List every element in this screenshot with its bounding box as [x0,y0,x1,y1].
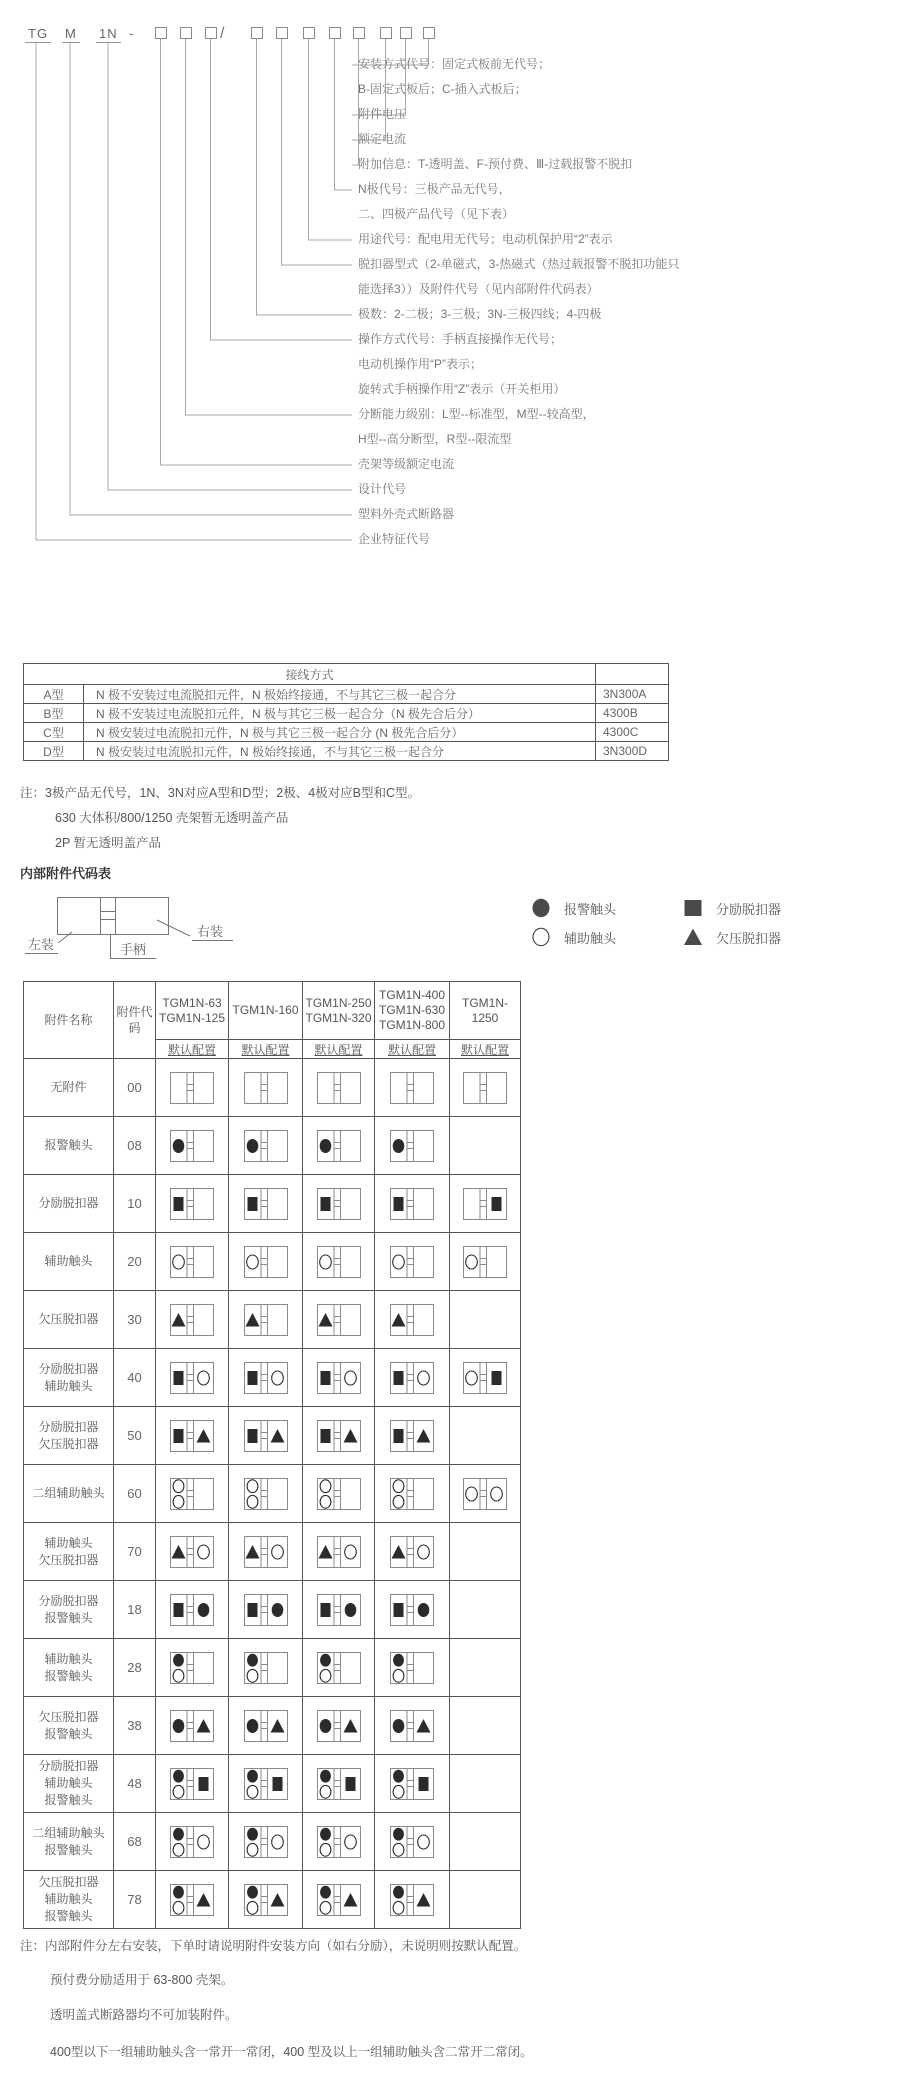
config-cell [229,1407,303,1465]
config-diagram [244,1768,288,1800]
model-code-diagram [0,0,900,660]
config-cell [375,1233,450,1291]
accessory-name: 分励脱扣器 报警触头 [24,1581,114,1639]
code-header: 附件代码 [114,982,156,1059]
accessory-name: 分励脱扣器 欠压脱扣器 [24,1407,114,1465]
slash-separator: / [220,25,225,42]
accessory-code: 30 [114,1291,156,1349]
config-cell [450,1755,521,1813]
config-cell [375,1117,450,1175]
config-diagram [170,1826,214,1858]
code-digit-box [180,27,192,39]
filled-circle-icon [531,898,551,918]
accessory-name: 辅助触头 欠压脱扣器 [24,1523,114,1581]
code-label: 分断能力级别：L型--标准型，M型--较高型， [358,407,595,421]
config-diagram [317,1188,361,1220]
code-label: 附加信息：T-透明盖、F-预付费、Ⅲ-过载报警不脱扣 [358,157,633,171]
config-cell [303,1175,375,1233]
code-digit-box [155,27,167,39]
accessory-name: 二组辅助触头 [24,1465,114,1523]
frame-model: TGM1N-160 [232,1003,299,1017]
dash-separator: - [129,25,134,41]
accessory-code: 78 [114,1871,156,1929]
accessory-code: 38 [114,1697,156,1755]
config-cell [303,1871,375,1929]
config-cell [375,1291,450,1349]
config-cell [156,1871,229,1929]
filled-triangle-icon [683,927,703,947]
config-diagram [170,1478,214,1510]
config-cell [375,1465,450,1523]
right-mount-label: 右装 [197,924,224,939]
config-diagram [244,1536,288,1568]
config-cell [156,1233,229,1291]
model-prefix-TG: TG [25,26,51,43]
code-digit-box [205,27,217,39]
code-label: N极代号：三极产品无代号， [358,182,511,196]
wiring-code: 3N300D [596,742,669,761]
legend-shunt-release [683,898,781,918]
wiring-table [23,663,669,761]
config-diagram [463,1362,507,1394]
config-diagram [390,1768,434,1800]
code-label: 操作方式代号：手柄直接操作无代号； [358,332,563,346]
config-diagram [463,1246,507,1278]
config-cell [303,1407,375,1465]
frame-model: TGM1N-400 [378,988,446,1002]
code-label: 企业特征代号 [358,532,431,546]
config-cell [303,1639,375,1697]
accessory-name: 报警触头 [24,1117,114,1175]
acc-row-78 [24,1871,521,1929]
frame-header-3 [375,982,450,1040]
config-diagram [317,1594,361,1626]
legend-label: 分励脱扣器 [716,901,782,917]
code-label: H型--高分断型，R型--限流型 [358,432,512,446]
code-digit-box [251,27,263,39]
wiring-row-1 [24,704,669,723]
config-cell [375,1175,450,1233]
config-diagram [390,1304,434,1336]
config-cell [229,1755,303,1813]
config-cell [229,1871,303,1929]
config-diagram [317,1130,361,1162]
wiring-row-3 [24,742,669,761]
wiring-desc: N 极安装过电流脱扣元件，N 极与其它三极一起合分 (N 极先合后分） [84,723,596,742]
accessory-name: 欠压脱扣器 [24,1291,114,1349]
model-prefix-1N: 1N [96,26,121,43]
config-cell [229,1349,303,1407]
config-cell [156,1465,229,1523]
config-diagram [390,1710,434,1742]
config-cell [229,1581,303,1639]
config-diagram [390,1536,434,1568]
config-cell [156,1813,229,1871]
code-label: 旋转式手柄操作用“Z”表示（开关柜用） [358,382,566,396]
code-digit-box [423,27,435,39]
config-cell [450,1407,521,1465]
accessory-name: 辅助触头 报警触头 [24,1639,114,1697]
frame-header-2 [303,982,375,1040]
breaker-body [58,898,169,935]
accessory-name: 欠压脱扣器 辅助触头 报警触头 [24,1871,114,1929]
wiring-note: 2P 暂无透明盖产品 [55,836,162,850]
code-label: 额定电流 [358,132,407,146]
config-diagram [317,1826,361,1858]
acc-row-08 [24,1117,521,1175]
code-label: 电动机操作用“P”表示； [358,357,482,371]
acc-row-18 [24,1581,521,1639]
wiring-header-row [24,664,669,685]
config-cell [229,1697,303,1755]
config-cell [156,1349,229,1407]
config-cell [229,1465,303,1523]
config-cell [156,1407,229,1465]
accessory-note: 注：内部附件分左右安装，下单时请说明附件安装方向（如右分励），未说明则按默认配置。 [20,1939,527,1953]
config-diagram [244,1304,288,1336]
legend-label: 报警触头 [564,901,617,917]
config-cell [375,1523,450,1581]
config-cell [303,1233,375,1291]
accessory-name: 分励脱扣器 辅助触头 报警触头 [24,1755,114,1813]
accessory-code: 08 [114,1117,156,1175]
config-cell [450,1697,521,1755]
acc-row-28 [24,1639,521,1697]
acc-row-68 [24,1813,521,1871]
acc-row-38 [24,1697,521,1755]
config-cell [450,1117,521,1175]
wiring-type: A型 [24,685,84,704]
config-cell [229,1291,303,1349]
config-cell [450,1639,521,1697]
config-cell [375,1813,450,1871]
config-diagram [170,1594,214,1626]
config-cell [450,1059,521,1117]
config-cell [375,1581,450,1639]
frame-model: TGM1N-250 [305,995,372,1010]
config-diagram [170,1246,214,1278]
hollow-circle-icon [531,927,551,947]
config-cell [156,1175,229,1233]
accessory-section-title: 内部附件代码表 [20,866,112,881]
default-config-header: 默认配置 [156,1040,229,1059]
config-diagram [390,1188,434,1220]
config-diagram [317,1652,361,1684]
config-diagram [170,1536,214,1568]
config-cell [450,1581,521,1639]
accessory-name: 分励脱扣器 [24,1175,114,1233]
accessory-name: 无附件 [24,1059,114,1117]
config-diagram [170,1072,214,1104]
accessory-code: 20 [114,1233,156,1291]
config-cell [156,1581,229,1639]
config-diagram [463,1072,507,1104]
breaker-mount-diagram [20,890,250,975]
frame-model: TGM1N-800 [378,1018,446,1032]
config-cell [156,1697,229,1755]
config-cell [450,1523,521,1581]
config-diagram [170,1130,214,1162]
accessory-name: 二组辅助触头 报警触头 [24,1813,114,1871]
config-cell [229,1175,303,1233]
accessory-code: 70 [114,1523,156,1581]
config-diagram [463,1478,507,1510]
accessory-code: 50 [114,1407,156,1465]
legend-label: 辅助触头 [564,930,617,946]
config-cell [303,1349,375,1407]
default-config-header: 默认配置 [375,1040,450,1059]
wiring-desc: N 极不安装过电流脱扣元件，N 极始终接通，不与其它三极一起合分 [84,685,596,704]
frame-model: TGM1N-320 [305,1010,372,1025]
config-diagram [463,1188,507,1220]
config-diagram [244,1826,288,1858]
config-cell [375,1059,450,1117]
wiring-code: 4300C [596,723,669,742]
code-label: 能选择3））及附件代号（见内部附件代码表） [358,282,599,296]
config-diagram [170,1710,214,1742]
accessory-code: 60 [114,1465,156,1523]
config-diagram [390,1884,434,1916]
config-diagram [390,1362,434,1394]
config-diagram [390,1420,434,1452]
config-cell [156,1523,229,1581]
config-diagram [317,1536,361,1568]
legend-label: 欠压脱扣器 [716,930,782,946]
frame-model: TGM1N-125 [158,1010,226,1025]
config-cell [450,1813,521,1871]
config-diagram [317,1478,361,1510]
acc-header-row [24,982,521,1040]
config-cell [156,1755,229,1813]
config-diagram [317,1072,361,1104]
wiring-row-0 [24,685,669,704]
config-cell [156,1291,229,1349]
accessory-code: 48 [114,1755,156,1813]
wiring-type: C型 [24,723,84,742]
config-cell [375,1407,450,1465]
frame-model: TGM1N-630 [378,1003,446,1017]
config-diagram [170,1304,214,1336]
config-cell [375,1871,450,1929]
config-diagram [170,1768,214,1800]
config-cell [450,1871,521,1929]
config-cell [450,1465,521,1523]
config-diagram [170,1362,214,1394]
accessory-note: 透明盖式断路器均不可加装附件。 [50,2008,238,2022]
code-label: 附件电压 [358,107,407,121]
config-diagram [317,1768,361,1800]
acc-row-70 [24,1523,521,1581]
config-diagram [244,1246,288,1278]
acc-row-50 [24,1407,521,1465]
config-diagram [170,1188,214,1220]
config-cell [156,1639,229,1697]
config-cell [375,1639,450,1697]
config-cell [303,1813,375,1871]
config-cell [375,1349,450,1407]
config-cell [303,1755,375,1813]
frame-model: TGM1N-1250 [462,995,508,1025]
wiring-code: 4300B [596,704,669,723]
accessory-code: 28 [114,1639,156,1697]
config-diagram [244,1652,288,1684]
acc-row-00 [24,1059,521,1117]
frame-model: TGM1N-63 [162,995,222,1010]
code-label: 安装方式代号：固定式板前无代号； [358,57,551,71]
config-cell [229,1639,303,1697]
default-config-header: 默认配置 [229,1040,303,1059]
config-cell [303,1059,375,1117]
wiring-desc: N 极安装过电流脱扣元件，N 极始终接通，不与其它三极一起合分 [84,742,596,761]
config-diagram [317,1362,361,1394]
config-diagram [317,1710,361,1742]
config-cell [450,1349,521,1407]
wiring-code: 3N300A [596,685,669,704]
config-cell [303,1581,375,1639]
config-cell [156,1117,229,1175]
acc-row-20 [24,1233,521,1291]
acc-row-10 [24,1175,521,1233]
config-diagram [244,1478,288,1510]
accessory-name: 欠压脱扣器 报警触头 [24,1697,114,1755]
wiring-code-header-empty [596,664,669,685]
config-diagram [390,1072,434,1104]
code-digit-box [380,27,392,39]
acc-row-60 [24,1465,521,1523]
config-cell [450,1175,521,1233]
wiring-note: 630 大体积/800/1250 壳架暂无透明盖产品 [55,811,289,825]
handle-label: 手柄 [120,942,147,957]
config-diagram [390,1652,434,1684]
config-diagram [390,1826,434,1858]
default-config-header: 默认配置 [450,1040,521,1059]
config-diagram [390,1130,434,1162]
default-config-header: 默认配置 [303,1040,375,1059]
code-label: 极数：2-二极；3-三极；3N-三极四线；4-四极 [358,307,602,321]
config-cell [303,1117,375,1175]
config-cell [303,1523,375,1581]
name-header: 附件名称 [24,982,114,1059]
wiring-type: D型 [24,742,84,761]
config-diagram [390,1478,434,1510]
config-diagram [244,1710,288,1742]
model-prefix-M: M [62,26,80,43]
accessory-name: 分励脱扣器 辅助触头 [24,1349,114,1407]
config-diagram [317,1884,361,1916]
accessory-name: 辅助触头 [24,1233,114,1291]
config-diagram [244,1072,288,1104]
acc-row-30 [24,1291,521,1349]
config-cell [303,1465,375,1523]
legend-alarm-contact [531,898,616,918]
config-diagram [170,1420,214,1452]
config-diagram [317,1246,361,1278]
code-label: 二、四极产品代号（见下表） [358,207,515,221]
config-cell [303,1697,375,1755]
legend-auxiliary-contact [531,927,616,947]
config-cell [229,1813,303,1871]
frame-header-4 [450,982,521,1040]
filled-square-icon [683,898,703,918]
config-diagram [390,1246,434,1278]
config-cell [229,1059,303,1117]
config-diagram [317,1304,361,1336]
config-cell [229,1233,303,1291]
accessory-code: 68 [114,1813,156,1871]
code-digit-box [353,27,365,39]
config-diagram [317,1420,361,1452]
code-digit-box [276,27,288,39]
config-diagram [244,1130,288,1162]
code-label: 壳架等级额定电流 [358,457,455,471]
config-cell [229,1117,303,1175]
wiring-table-body [24,685,669,761]
config-diagram [170,1652,214,1684]
accessory-code-table [23,981,521,1929]
accessory-note: 400型以下一组辅助触头含一常开一常闭，400 型及以上一组辅助触头含二常开二常闭。 [50,2045,533,2059]
accessory-code: 40 [114,1349,156,1407]
acc-row-48 [24,1755,521,1813]
acc-row-40 [24,1349,521,1407]
left-mount-label: 左装 [28,937,55,952]
code-label: 设计代号 [358,482,407,496]
config-diagram [244,1420,288,1452]
frame-header-0 [156,982,229,1040]
code-label: 脱扣器型式（2-单磁式，3-热磁式（热过载报警不脱扣功能只 [358,257,680,271]
config-diagram [170,1884,214,1916]
code-label: 用途代号：配电用无代号；电动机保护用“2”表示 [358,232,613,246]
code-label: B-固定式板后；C-插入式板后； [358,82,527,96]
wiring-table-title: 接线方式 [24,664,596,685]
config-cell [375,1755,450,1813]
config-diagram [244,1362,288,1394]
accessory-code: 00 [114,1059,156,1117]
config-cell [450,1291,521,1349]
legend-undervoltage-release [683,927,781,947]
wiring-note: 注：3极产品无代号，1N、3N对应A型和D型；2极、4极对应B型和C型。 [20,786,421,800]
frame-header-1 [229,982,303,1040]
config-cell [229,1523,303,1581]
config-cell [450,1233,521,1291]
config-diagram [244,1884,288,1916]
accessory-code: 10 [114,1175,156,1233]
code-digit-box [303,27,315,39]
wiring-type: B型 [24,704,84,723]
code-digit-box [329,27,341,39]
wiring-row-2 [24,723,669,742]
config-cell [303,1291,375,1349]
accessory-note: 预付费分励适用于 63-800 壳架。 [50,1973,234,1987]
config-cell [156,1059,229,1117]
config-diagram [244,1594,288,1626]
code-label: 塑料外壳式断路器 [358,507,455,521]
wiring-desc: N 极不安装过电流脱扣元件，N 极与其它三极一起合分（N 极先合后分） [84,704,596,723]
code-digit-box [400,27,412,39]
config-diagram [390,1594,434,1626]
config-diagram [244,1188,288,1220]
accessory-code: 18 [114,1581,156,1639]
config-cell [375,1697,450,1755]
